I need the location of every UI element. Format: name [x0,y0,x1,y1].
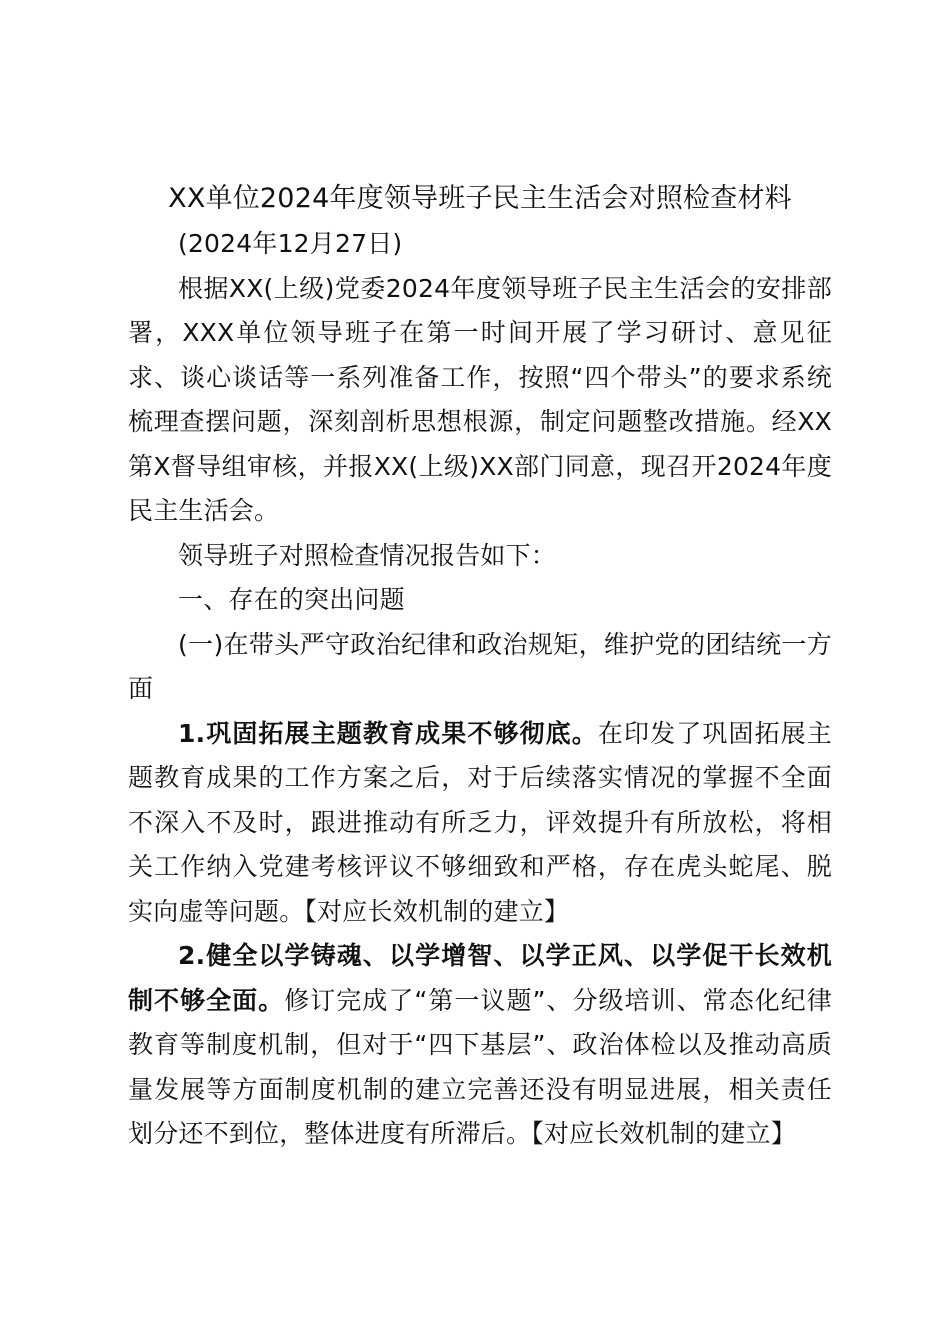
problem-item-1 [128,712,832,935]
report-intro: 领导班子对照检查情况报告如下： [178,540,557,570]
section-heading-1: 一、存在的突出问题 [178,585,405,614]
problem-item-2 [128,934,832,1157]
problem-item-1-lead: 1.巩固拓展主题教育成果不够彻底。 [178,718,598,748]
problem-item-2-body: 修订完成了“第一议题”、分级培训、常态化纪律教育等制度机制，但对于“四下基层”、政治体检以及推动高质量发展等方面制度机制的建立完善还没有明显进展，相关责任划分还不到位，整体进度有所滞后。【对应长效机制的建立】 [128,985,832,1148]
problem-item-2-lead: 2.健全以学铸魂、以学增智、以学正风、以学促干长效机制不够全面。 [128,941,832,1015]
document-title: XX单位2024年度领导班子民主生活会对照检查材料 [168,183,792,214]
document-content [128,176,832,1157]
intro-paragraph: 根据XX(上级)党委2024年度领导班子民主生活会的安排部署，XXX单位领导班子在第一时间开展了学习研讨、意见征求、谈心谈话等一系列准备工作，按照“四个带头”的要求系统梳理查摆问题，深刻剖析思想根源，制定问题整改措施。经XX第X督导组审核，并报XX(上级)XX部门同意，现召开2024年度民主生活会。 [128,273,832,525]
problem-item-1-body: 在印发了巩固拓展主题教育成果的工作方案之后，对于后续落实情况的掌握不全面不深入不及时，跟进推动有所乏力，评效提升有所放松，将相关工作纳入党建考核评议不够细致和严格，存在虎头蛇尾、脱实向虚等问题。【对应长效机制的建立】 [128,718,832,926]
subsection-heading-1: (一)在带头严守政治纪律和政治规矩，维护党的团结统一方面 [128,629,832,703]
document-date: (2024年12月27日) [178,229,403,258]
